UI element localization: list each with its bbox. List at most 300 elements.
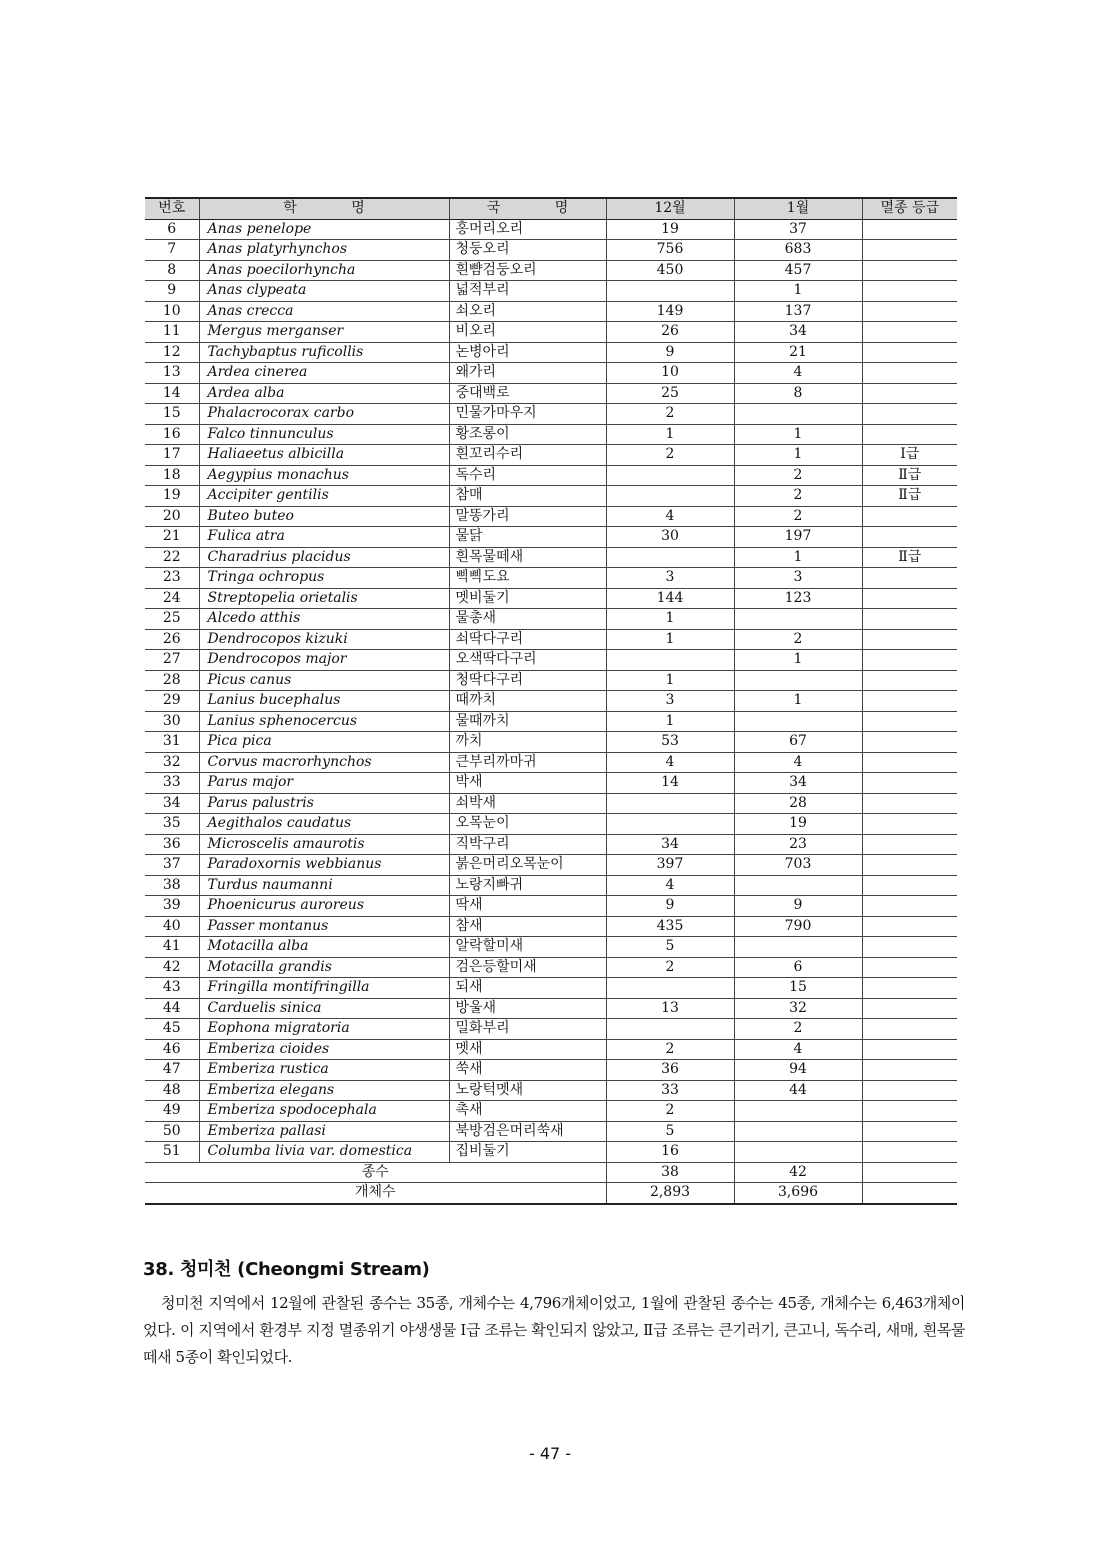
individual-count-january: 3,696 <box>734 1183 862 1204</box>
endangered-grade <box>862 957 957 978</box>
table-row <box>145 855 957 876</box>
table-row <box>145 363 957 384</box>
endangered-grade <box>862 855 957 876</box>
endangered-grade <box>862 711 957 732</box>
korean-name: 촉새 <box>449 1101 606 1122</box>
january-count: 790 <box>734 916 862 937</box>
january-count: 1 <box>734 445 862 466</box>
scientific-name: Pica pica <box>199 732 449 753</box>
december-count <box>606 793 734 814</box>
december-count: 14 <box>606 773 734 794</box>
scientific-name: Phoenicurus auroreus <box>199 896 449 917</box>
january-count: 2 <box>734 486 862 507</box>
scientific-name: Streptopelia orietalis <box>199 588 449 609</box>
december-count: 9 <box>606 896 734 917</box>
korean-name: 독수리 <box>449 465 606 486</box>
table-row <box>145 670 957 691</box>
endangered-grade <box>862 301 957 322</box>
january-count: 1 <box>734 650 862 671</box>
scientific-name: Eophona migratoria <box>199 1019 449 1040</box>
january-count: 4 <box>734 752 862 773</box>
january-count: 2 <box>734 506 862 527</box>
row-number: 23 <box>145 568 199 589</box>
korean-name: 되새 <box>449 978 606 999</box>
row-number: 40 <box>145 916 199 937</box>
january-count <box>734 937 862 958</box>
endangered-grade <box>862 896 957 917</box>
table-row <box>145 465 957 486</box>
row-number: 51 <box>145 1142 199 1163</box>
december-count: 30 <box>606 527 734 548</box>
december-count <box>606 486 734 507</box>
january-count <box>734 1101 862 1122</box>
january-count: 23 <box>734 834 862 855</box>
december-count: 1 <box>606 629 734 650</box>
table-row <box>145 752 957 773</box>
table-row <box>145 547 957 568</box>
scientific-name: Columba livia var. domestica <box>199 1142 449 1163</box>
table-row <box>145 691 957 712</box>
table-row <box>145 219 957 240</box>
scientific-name: Emberiza cioides <box>199 1039 449 1060</box>
endangered-grade <box>862 752 957 773</box>
scientific-name: Lanius sphenocercus <box>199 711 449 732</box>
december-count: 26 <box>606 322 734 343</box>
december-count <box>606 465 734 486</box>
korean-name: 밀화부리 <box>449 1019 606 1040</box>
row-number: 50 <box>145 1121 199 1142</box>
january-count: 2 <box>734 629 862 650</box>
endangered-grade <box>862 834 957 855</box>
endangered-grade <box>862 1101 957 1122</box>
table-row <box>145 404 957 425</box>
row-number: 29 <box>145 691 199 712</box>
korean-name: 말똥가리 <box>449 506 606 527</box>
january-count: 15 <box>734 978 862 999</box>
january-count <box>734 670 862 691</box>
endangered-grade <box>862 506 957 527</box>
row-number: 25 <box>145 609 199 630</box>
table-row <box>145 1121 957 1142</box>
row-number: 28 <box>145 670 199 691</box>
table-row <box>145 896 957 917</box>
table-row <box>145 978 957 999</box>
table-row <box>145 1080 957 1101</box>
table-row <box>145 486 957 507</box>
row-number: 14 <box>145 383 199 404</box>
row-number: 12 <box>145 342 199 363</box>
table-header-row <box>145 198 957 219</box>
december-count: 450 <box>606 260 734 281</box>
scientific-name: Accipiter gentilis <box>199 486 449 507</box>
korean-name: 오목눈이 <box>449 814 606 835</box>
korean-name: 집비둘기 <box>449 1142 606 1163</box>
korean-name: 흰목물떼새 <box>449 547 606 568</box>
table-row <box>145 1019 957 1040</box>
january-count: 8 <box>734 383 862 404</box>
korean-name: 까치 <box>449 732 606 753</box>
endangered-grade <box>862 363 957 384</box>
scientific-name: Mergus merganser <box>199 322 449 343</box>
korean-name: 멧비둘기 <box>449 588 606 609</box>
table-row <box>145 342 957 363</box>
january-count: 1 <box>734 281 862 302</box>
scientific-name: Buteo buteo <box>199 506 449 527</box>
header-endangered-grade: 멸종 등급 <box>862 198 957 219</box>
korean-name: 넓적부리 <box>449 281 606 302</box>
endangered-grade <box>862 937 957 958</box>
individual-count-label: 개체수 <box>145 1183 606 1204</box>
january-count: 67 <box>734 732 862 753</box>
january-count: 6 <box>734 957 862 978</box>
korean-name: 북방검은머리쑥새 <box>449 1121 606 1142</box>
scientific-name: Motacilla alba <box>199 937 449 958</box>
endangered-grade <box>862 1121 957 1142</box>
row-number: 31 <box>145 732 199 753</box>
scientific-name: Lanius bucephalus <box>199 691 449 712</box>
endangered-grade <box>862 609 957 630</box>
december-count <box>606 814 734 835</box>
december-count: 25 <box>606 383 734 404</box>
january-count: 3 <box>734 568 862 589</box>
january-count: 32 <box>734 998 862 1019</box>
row-number: 26 <box>145 629 199 650</box>
january-count: 703 <box>734 855 862 876</box>
scientific-name: Passer montanus <box>199 916 449 937</box>
korean-name: 민물가마우지 <box>449 404 606 425</box>
table-row <box>145 875 957 896</box>
row-number: 15 <box>145 404 199 425</box>
december-count: 3 <box>606 568 734 589</box>
december-count: 2 <box>606 957 734 978</box>
row-number: 39 <box>145 896 199 917</box>
table-row <box>145 424 957 445</box>
endangered-grade <box>862 773 957 794</box>
row-number: 24 <box>145 588 199 609</box>
endangered-grade <box>862 527 957 548</box>
endangered-grade <box>862 260 957 281</box>
december-count: 53 <box>606 732 734 753</box>
species-count-january: 42 <box>734 1162 862 1183</box>
row-number: 17 <box>145 445 199 466</box>
korean-name: 물닭 <box>449 527 606 548</box>
endangered-grade <box>862 978 957 999</box>
scientific-name: Paradoxornis webbianus <box>199 855 449 876</box>
december-count: 36 <box>606 1060 734 1081</box>
table-row <box>145 773 957 794</box>
scientific-name: Parus palustris <box>199 793 449 814</box>
december-count <box>606 547 734 568</box>
scientific-name: Motacilla grandis <box>199 957 449 978</box>
row-number: 10 <box>145 301 199 322</box>
december-count: 5 <box>606 1121 734 1142</box>
january-count: 34 <box>734 322 862 343</box>
january-count: 137 <box>734 301 862 322</box>
table-row <box>145 834 957 855</box>
row-number: 43 <box>145 978 199 999</box>
row-number: 44 <box>145 998 199 1019</box>
december-count <box>606 1019 734 1040</box>
endangered-grade <box>862 383 957 404</box>
december-count: 9 <box>606 342 734 363</box>
december-count: 144 <box>606 588 734 609</box>
scientific-name: Anas clypeata <box>199 281 449 302</box>
korean-name: 삑삑도요 <box>449 568 606 589</box>
december-count: 10 <box>606 363 734 384</box>
endangered-grade <box>862 322 957 343</box>
scientific-name: Fulica atra <box>199 527 449 548</box>
korean-name: 때까치 <box>449 691 606 712</box>
endangered-grade <box>862 342 957 363</box>
scientific-name: Carduelis sinica <box>199 998 449 1019</box>
korean-name: 멧새 <box>449 1039 606 1060</box>
table-row <box>145 383 957 404</box>
endangered-grade <box>862 1142 957 1163</box>
korean-name: 물때까치 <box>449 711 606 732</box>
row-number: 19 <box>145 486 199 507</box>
scientific-name: Emberiza pallasi <box>199 1121 449 1142</box>
table-row <box>145 916 957 937</box>
december-count: 19 <box>606 219 734 240</box>
korean-name: 쇠오리 <box>449 301 606 322</box>
table-row <box>145 793 957 814</box>
korean-name: 홍머리오리 <box>449 219 606 240</box>
table-row <box>145 711 957 732</box>
korean-name: 중대백로 <box>449 383 606 404</box>
individual-count-december: 2,893 <box>606 1183 734 1204</box>
table-row <box>145 568 957 589</box>
endangered-grade <box>862 404 957 425</box>
december-count: 2 <box>606 1101 734 1122</box>
endangered-grade <box>862 916 957 937</box>
table-row <box>145 322 957 343</box>
scientific-name: Dendrocopos major <box>199 650 449 671</box>
december-count <box>606 978 734 999</box>
section-paragraph: 청미천 지역에서 12월에 관찰된 종수는 35종, 개체수는 4,796개체이었고, 1월에 관찰된 종수는 45종, 개체수는 6,463개체이었다. 이 지역에서 환경부 지정 멸종위기 야생생물 Ⅰ급 조류는 확인되지 않았고, Ⅱ급 조류는 큰기러기, 큰고니, 독수리, 새매, 흰목물떼새 5종이 확인되었다. <box>143 1294 965 1366</box>
endangered-grade <box>862 588 957 609</box>
row-number: 49 <box>145 1101 199 1122</box>
scientific-name: Haliaeetus albicilla <box>199 445 449 466</box>
january-count: 9 <box>734 896 862 917</box>
january-count: 4 <box>734 1039 862 1060</box>
species-count-december: 38 <box>606 1162 734 1183</box>
endangered-grade <box>862 875 957 896</box>
korean-name: 청둥오리 <box>449 240 606 261</box>
scientific-name: Tachybaptus ruficollis <box>199 342 449 363</box>
scientific-name: Anas crecca <box>199 301 449 322</box>
december-count <box>606 650 734 671</box>
scientific-name: Emberiza elegans <box>199 1080 449 1101</box>
row-number: 36 <box>145 834 199 855</box>
row-number: 22 <box>145 547 199 568</box>
row-number: 18 <box>145 465 199 486</box>
december-count: 1 <box>606 609 734 630</box>
scientific-name: Fringilla montifringilla <box>199 978 449 999</box>
endangered-grade: Ⅱ급 <box>862 465 957 486</box>
korean-name: 알락할미새 <box>449 937 606 958</box>
scientific-name: Anas penelope <box>199 219 449 240</box>
endangered-grade <box>862 240 957 261</box>
december-count: 756 <box>606 240 734 261</box>
korean-name: 흰뺨검둥오리 <box>449 260 606 281</box>
endangered-grade <box>862 424 957 445</box>
table-row <box>145 814 957 835</box>
row-number: 6 <box>145 219 199 240</box>
endangered-grade <box>862 568 957 589</box>
table-row <box>145 732 957 753</box>
december-count <box>606 281 734 302</box>
row-number: 37 <box>145 855 199 876</box>
row-number: 11 <box>145 322 199 343</box>
january-count: 2 <box>734 1019 862 1040</box>
january-count <box>734 875 862 896</box>
december-count: 4 <box>606 752 734 773</box>
korean-name: 참매 <box>449 486 606 507</box>
january-count: 4 <box>734 363 862 384</box>
january-count: 683 <box>734 240 862 261</box>
january-count <box>734 711 862 732</box>
endangered-grade: Ⅱ급 <box>862 547 957 568</box>
endangered-grade <box>862 793 957 814</box>
row-number: 20 <box>145 506 199 527</box>
december-count: 1 <box>606 711 734 732</box>
endangered-grade: Ⅰ급 <box>862 445 957 466</box>
korean-name: 딱새 <box>449 896 606 917</box>
december-count: 16 <box>606 1142 734 1163</box>
species-count-row <box>145 1162 957 1183</box>
row-number: 45 <box>145 1019 199 1040</box>
december-count: 34 <box>606 834 734 855</box>
header-december: 12월 <box>606 198 734 219</box>
header-january: 1월 <box>734 198 862 219</box>
scientific-name: Aegithalos caudatus <box>199 814 449 835</box>
row-number: 16 <box>145 424 199 445</box>
row-number: 21 <box>145 527 199 548</box>
december-count: 2 <box>606 445 734 466</box>
table-row <box>145 260 957 281</box>
january-count: 21 <box>734 342 862 363</box>
december-count: 1 <box>606 424 734 445</box>
row-number: 27 <box>145 650 199 671</box>
scientific-name: Charadrius placidus <box>199 547 449 568</box>
january-count: 1 <box>734 691 862 712</box>
scientific-name: Picus canus <box>199 670 449 691</box>
scientific-name: Emberiza rustica <box>199 1060 449 1081</box>
table-row <box>145 506 957 527</box>
december-count: 4 <box>606 506 734 527</box>
bird-survey-table <box>145 197 957 1205</box>
scientific-name: Aegypius monachus <box>199 465 449 486</box>
scientific-name: Phalacrocorax carbo <box>199 404 449 425</box>
species-count-grade <box>862 1162 957 1183</box>
endangered-grade: Ⅱ급 <box>862 486 957 507</box>
individual-count-grade <box>862 1183 957 1204</box>
korean-name: 노랑턱멧새 <box>449 1080 606 1101</box>
december-count: 435 <box>606 916 734 937</box>
korean-name: 논병아리 <box>449 342 606 363</box>
december-count: 4 <box>606 875 734 896</box>
row-number: 48 <box>145 1080 199 1101</box>
korean-name: 쑥새 <box>449 1060 606 1081</box>
page-number: - 47 - <box>528 1444 572 1463</box>
endangered-grade <box>862 998 957 1019</box>
row-number: 41 <box>145 937 199 958</box>
december-count: 2 <box>606 404 734 425</box>
january-count <box>734 609 862 630</box>
endangered-grade <box>862 691 957 712</box>
row-number: 33 <box>145 773 199 794</box>
table-row <box>145 937 957 958</box>
section-heading: 38. 청미천 (Cheongmi Stream) <box>143 1259 430 1280</box>
endangered-grade <box>862 219 957 240</box>
january-count: 457 <box>734 260 862 281</box>
scientific-name: Emberiza spodocephala <box>199 1101 449 1122</box>
korean-name: 큰부리까마귀 <box>449 752 606 773</box>
december-count: 149 <box>606 301 734 322</box>
scientific-name: Ardea cinerea <box>199 363 449 384</box>
january-count: 123 <box>734 588 862 609</box>
table-row <box>145 301 957 322</box>
scientific-name: Corvus macrorhynchos <box>199 752 449 773</box>
table-row <box>145 1101 957 1122</box>
scientific-name: Turdus naumanni <box>199 875 449 896</box>
december-count: 13 <box>606 998 734 1019</box>
endangered-grade <box>862 629 957 650</box>
row-number: 8 <box>145 260 199 281</box>
row-number: 47 <box>145 1060 199 1081</box>
row-number: 46 <box>145 1039 199 1060</box>
table-row <box>145 609 957 630</box>
korean-name: 오색딱다구리 <box>449 650 606 671</box>
row-number: 9 <box>145 281 199 302</box>
header-scientific-name: 학 명 <box>199 198 449 219</box>
scientific-name: Dendrocopos kizuki <box>199 629 449 650</box>
table-body <box>145 219 957 1162</box>
table-row <box>145 650 957 671</box>
korean-name: 물총새 <box>449 609 606 630</box>
january-count: 19 <box>734 814 862 835</box>
endangered-grade <box>862 1039 957 1060</box>
january-count: 2 <box>734 465 862 486</box>
table-row <box>145 998 957 1019</box>
scientific-name: Tringa ochropus <box>199 568 449 589</box>
january-count <box>734 1121 862 1142</box>
row-number: 38 <box>145 875 199 896</box>
december-count: 2 <box>606 1039 734 1060</box>
table-row <box>145 1039 957 1060</box>
december-count: 3 <box>606 691 734 712</box>
header-number: 번호 <box>145 198 199 219</box>
scientific-name: Ardea alba <box>199 383 449 404</box>
table-row <box>145 527 957 548</box>
table-row <box>145 629 957 650</box>
january-count: 197 <box>734 527 862 548</box>
december-count: 1 <box>606 670 734 691</box>
row-number: 42 <box>145 957 199 978</box>
january-count: 28 <box>734 793 862 814</box>
january-count <box>734 1142 862 1163</box>
endangered-grade <box>862 670 957 691</box>
korean-name: 직박구리 <box>449 834 606 855</box>
korean-name: 황조롱이 <box>449 424 606 445</box>
table-row <box>145 281 957 302</box>
korean-name: 붉은머리오목눈이 <box>449 855 606 876</box>
endangered-grade <box>862 1060 957 1081</box>
table-row <box>145 588 957 609</box>
row-number: 32 <box>145 752 199 773</box>
korean-name: 왜가리 <box>449 363 606 384</box>
endangered-grade <box>862 1080 957 1101</box>
